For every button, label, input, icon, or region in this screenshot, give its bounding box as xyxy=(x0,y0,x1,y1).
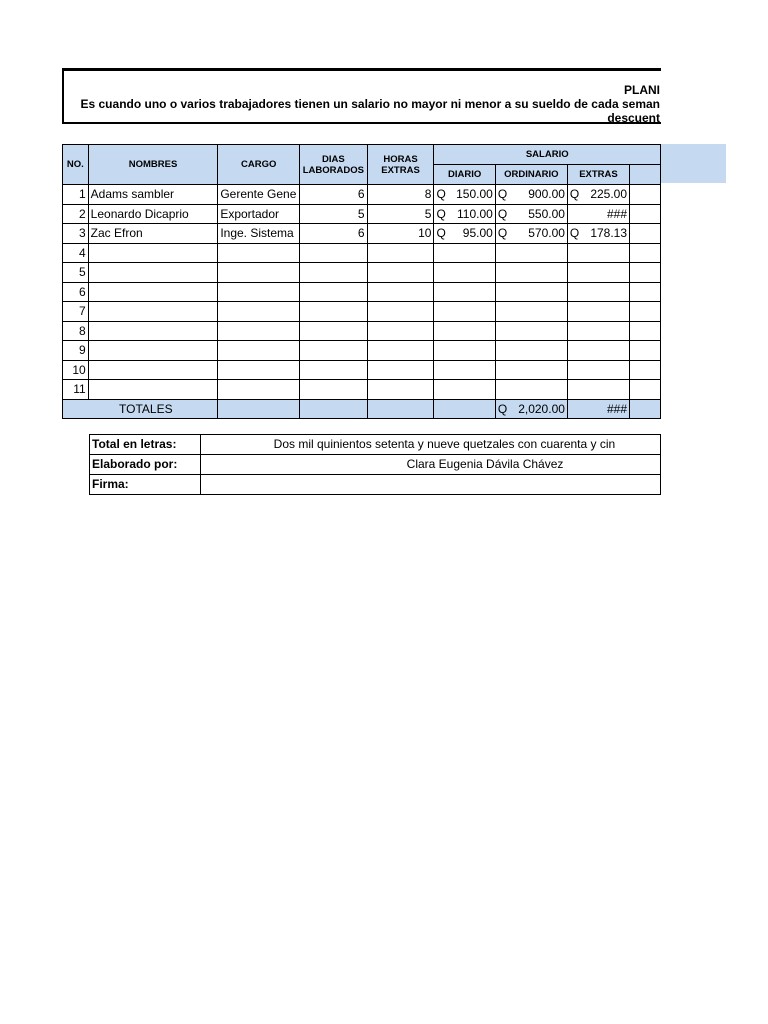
cell-horas xyxy=(367,321,434,341)
cell-no: 8 xyxy=(63,321,89,341)
letras-label: Total en letras: xyxy=(90,435,201,455)
cell-cargo xyxy=(218,263,300,283)
cell-horas: 8 xyxy=(367,185,434,205)
cell-ordinario xyxy=(495,302,567,322)
cell-dias xyxy=(300,243,368,263)
cell-nombre xyxy=(88,341,218,361)
cell-cargo xyxy=(218,282,300,302)
cell-ordinario xyxy=(495,204,567,224)
cell-cargo xyxy=(218,341,300,361)
cell-cargo xyxy=(218,360,300,380)
cell-diario xyxy=(434,224,495,244)
cell-nombre: Zac Efron xyxy=(88,224,218,244)
cell-extras xyxy=(567,282,629,302)
cell-dias xyxy=(300,380,368,400)
cell-cargo xyxy=(218,302,300,322)
cell-nombre xyxy=(88,282,218,302)
table-row xyxy=(63,360,661,380)
table-row xyxy=(63,185,661,205)
cell-ordinario-value: 900.00 xyxy=(528,187,565,202)
cell-diario xyxy=(434,263,495,283)
cell-extension xyxy=(630,185,661,205)
cell-diario xyxy=(434,321,495,341)
cell-cargo xyxy=(218,380,300,400)
cell-dias xyxy=(300,321,368,341)
cell-horas xyxy=(367,302,434,322)
table-row xyxy=(63,282,661,302)
cell-nombre xyxy=(88,243,218,263)
cell-ordinario xyxy=(495,224,567,244)
cell-ordinario xyxy=(495,263,567,283)
cell-ordinario xyxy=(495,380,567,400)
cell-extras xyxy=(567,224,629,244)
totals-ordinario xyxy=(495,399,567,418)
summary-row-elaborado xyxy=(90,455,661,475)
cell-nombre xyxy=(88,380,218,400)
totals-ordinario-q: Q xyxy=(497,401,508,416)
cell-ordinario xyxy=(495,360,567,380)
cell-diario-value: 110.00 xyxy=(457,206,493,221)
cell-no: 5 xyxy=(63,263,89,283)
header-extras: EXTRAS xyxy=(567,165,629,185)
cell-no: 2 xyxy=(63,204,89,224)
cell-horas xyxy=(367,341,434,361)
cell-extras xyxy=(567,360,629,380)
cell-extras xyxy=(567,243,629,263)
table-row xyxy=(63,380,661,400)
cell-diario-value: 95.00 xyxy=(462,226,493,241)
cell-extras-q: Q xyxy=(569,187,580,202)
cell-horas xyxy=(367,263,434,283)
header-salario: SALARIO xyxy=(434,145,661,165)
totals-horas xyxy=(367,399,434,418)
cell-extras xyxy=(567,204,629,224)
title-box xyxy=(62,68,661,124)
cell-dias xyxy=(300,263,368,283)
totals-ordinario-value: 2,020.00 xyxy=(518,401,565,416)
header-ordinario: ORDINARIO xyxy=(495,165,567,185)
cell-extension xyxy=(630,341,661,361)
cell-extension xyxy=(630,263,661,283)
rows-body xyxy=(63,185,661,400)
table-row xyxy=(63,243,661,263)
totals-row xyxy=(63,399,661,418)
cell-ordinario-q: Q xyxy=(497,206,508,221)
header-dias xyxy=(300,145,368,185)
cell-extras xyxy=(567,380,629,400)
cell-nombre: Leonardo Dicaprio xyxy=(88,204,218,224)
header-dias-line2: LABORADOS xyxy=(302,164,364,176)
totals-extension-cell xyxy=(630,399,661,418)
cell-horas xyxy=(367,243,434,263)
cell-extras xyxy=(567,263,629,283)
table-row xyxy=(63,302,661,322)
letras-value: Dos mil quinientos setenta y nueve quetzales con cuarenta y cin xyxy=(200,435,660,455)
table-row xyxy=(63,204,661,224)
cell-no: 3 xyxy=(63,224,89,244)
title-description: Es cuando uno o varios trabajadores tienen un salario no mayor ni menor a su sueldo de cada seman xyxy=(80,97,660,111)
header-horas xyxy=(367,145,434,185)
cell-dias: 6 xyxy=(300,224,368,244)
cell-diario-q: Q xyxy=(436,226,446,241)
cell-diario xyxy=(434,185,495,205)
cell-ordinario-value: 550.00 xyxy=(528,206,565,221)
cell-nombre xyxy=(88,263,218,283)
cell-dias xyxy=(300,302,368,322)
totals-extras: ### xyxy=(567,399,629,418)
cell-no: 4 xyxy=(63,243,89,263)
cell-diario xyxy=(434,302,495,322)
header-horas-line1: HORAS xyxy=(383,153,418,165)
cell-no: 7 xyxy=(63,302,89,322)
cell-ordinario xyxy=(495,185,567,205)
cell-diario-q: Q xyxy=(436,206,446,221)
cell-extension xyxy=(630,243,661,263)
cell-cargo: Gerente Gene xyxy=(218,185,300,205)
cell-diario-value: 150.00 xyxy=(456,187,493,202)
cell-diario xyxy=(434,243,495,263)
header-nombres: NOMBRES xyxy=(88,145,218,185)
cell-ordinario-q: Q xyxy=(497,187,508,202)
cell-ordinario xyxy=(495,341,567,361)
table-row xyxy=(63,321,661,341)
cell-diario xyxy=(434,360,495,380)
title-description-2: descuent xyxy=(607,111,660,125)
cell-ordinario xyxy=(495,321,567,341)
cell-extension xyxy=(630,380,661,400)
cell-no: 1 xyxy=(63,185,89,205)
cell-diario xyxy=(434,380,495,400)
summary-table xyxy=(89,434,661,495)
cell-dias: 5 xyxy=(300,204,368,224)
header-row xyxy=(63,145,661,165)
cell-dias xyxy=(300,360,368,380)
cell-diario xyxy=(434,282,495,302)
cell-extras xyxy=(567,185,629,205)
cell-nombre: Adams sambler xyxy=(88,185,218,205)
cell-horas: 10 xyxy=(367,224,434,244)
table-row xyxy=(63,341,661,361)
cell-dias xyxy=(300,282,368,302)
cell-dias: 6 xyxy=(300,185,368,205)
cell-diario xyxy=(434,204,495,224)
cell-cargo: Inge. Sistema xyxy=(218,224,300,244)
cell-nombre xyxy=(88,321,218,341)
cell-horas xyxy=(367,360,434,380)
cell-ordinario xyxy=(495,282,567,302)
header-extension-cell xyxy=(630,165,661,185)
summary-row-letras xyxy=(90,435,661,455)
cell-extension xyxy=(630,282,661,302)
totals-diario xyxy=(434,399,495,418)
cell-diario xyxy=(434,341,495,361)
header-cargo: CARGO xyxy=(218,145,300,185)
cell-extras-value: 178.13 xyxy=(590,226,628,241)
cell-dias xyxy=(300,341,368,361)
cell-horas xyxy=(367,380,434,400)
cell-extras-q: Q xyxy=(569,226,580,241)
cell-ordinario xyxy=(495,243,567,263)
elaborado-value: Clara Eugenia Dávila Chávez xyxy=(200,455,660,475)
cell-nombre xyxy=(88,302,218,322)
cell-extras xyxy=(567,302,629,322)
firma-value xyxy=(200,475,660,495)
cell-no: 6 xyxy=(63,282,89,302)
header-dias-line1: DIAS xyxy=(321,153,345,165)
table-row xyxy=(63,224,661,244)
cell-horas xyxy=(367,282,434,302)
header-fill-extension xyxy=(661,144,726,183)
payroll-table xyxy=(62,144,661,419)
cell-no: 11 xyxy=(63,380,89,400)
cell-extension xyxy=(630,360,661,380)
cell-nombre xyxy=(88,360,218,380)
cell-ordinario-value: 570.00 xyxy=(528,226,565,241)
cell-horas: 5 xyxy=(367,204,434,224)
title-heading: PLANI xyxy=(624,83,660,97)
firma-label: Firma: xyxy=(90,475,201,495)
cell-no: 9 xyxy=(63,341,89,361)
cell-extras-value: ### xyxy=(607,206,628,221)
cell-no: 10 xyxy=(63,360,89,380)
summary-row-firma xyxy=(90,475,661,495)
header-diario: DIARIO xyxy=(434,165,495,185)
cell-extras xyxy=(567,341,629,361)
cell-extras-value: 225.00 xyxy=(590,187,628,202)
header-horas-line2: EXTRAS xyxy=(381,164,420,176)
table-row xyxy=(63,263,661,283)
cell-cargo: Exportador xyxy=(218,204,300,224)
cell-ordinario-q: Q xyxy=(497,226,508,241)
cell-extras xyxy=(567,321,629,341)
cell-extension xyxy=(630,302,661,322)
totals-label: TOTALES xyxy=(63,399,218,418)
cell-extension xyxy=(630,224,661,244)
header-no: NO. xyxy=(63,145,89,185)
totals-dias xyxy=(300,399,368,418)
cell-extension xyxy=(630,204,661,224)
cell-extension xyxy=(630,321,661,341)
totals-cargo xyxy=(218,399,300,418)
elaborado-label: Elaborado por: xyxy=(90,455,201,475)
cell-cargo xyxy=(218,243,300,263)
cell-cargo xyxy=(218,321,300,341)
cell-diario-q: Q xyxy=(436,187,446,202)
